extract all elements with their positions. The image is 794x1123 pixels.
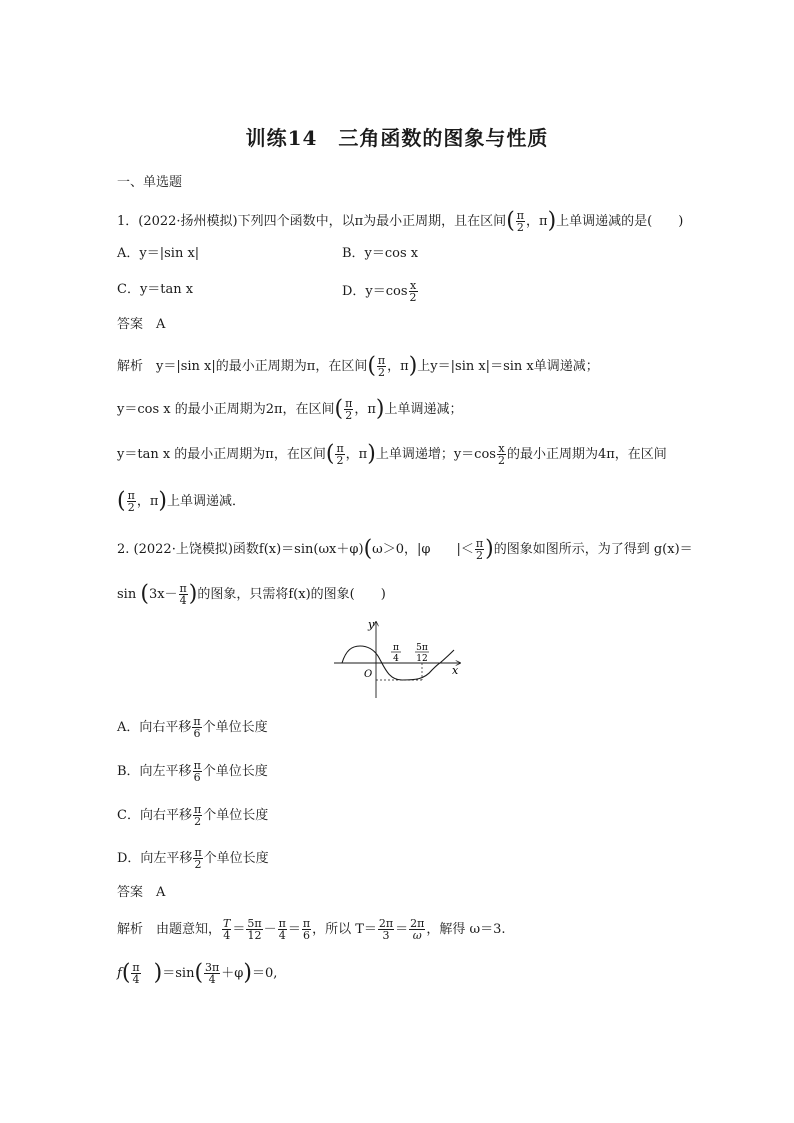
y-axis-label: y (368, 618, 375, 631)
q2-stem-line2: sin (3x－ $\frac{\pi}{4}$ )的图象，只需将f(x)的图象( ) (117, 581, 386, 607)
fraction: $\frac{\pi}{2}$ (194, 846, 202, 871)
q1-explanation-line3: y＝tan x 的最小正周期为π，在区间( $\frac{\pi}{2}$ ，π)上单调递增；y＝cos $\frac{x}{2}$ 的最小正周期为4π，在区间 (117, 441, 667, 467)
fraction: $\frac{5\pi}{12}$ (247, 917, 262, 942)
q1-explanation-line1: 解析 y＝|sin x|的最小正周期为π，在区间( $\frac{\pi}{2}$ ，π)上y＝|sin x|＝sin x单调递减； (117, 353, 599, 379)
q2-answer: 答案 A (117, 885, 166, 900)
section-heading: 一、单选题 (117, 175, 183, 190)
fraction: $\frac{2\pi}{3}$ (378, 917, 394, 942)
fraction: $\frac{\pi}{2}$ (475, 537, 484, 562)
x-axis-label: x (452, 664, 459, 677)
origin-label: O (364, 669, 373, 680)
q1-option-b: B．y＝cos x (342, 246, 419, 261)
function-graph (330, 616, 466, 700)
fraction: $\frac{x}{2}$ (409, 279, 417, 304)
tick-5pi-12-num: 5π (416, 643, 428, 653)
fraction: $\frac{x}{2}$ (497, 442, 505, 467)
tick-pi-4-den: 4 (393, 654, 399, 664)
fraction: $\frac{\pi}{6}$ (193, 715, 201, 740)
fraction: $\frac{\pi}{4}$ (278, 917, 286, 942)
fraction: $\frac{\pi}{2}$ (193, 803, 202, 828)
fraction: $\frac{\pi}{2}$ (345, 397, 353, 422)
q2-option-a: A．向右平移 $\frac{\pi}{6}$ 个单位长度 (117, 715, 268, 740)
q1-option-a: A．y＝|sin x| (117, 246, 200, 261)
fraction: $\frac{\pi}{4}$ (132, 961, 140, 986)
q1-option-d: D．y＝cos $\frac{x}{2}$ (342, 279, 417, 304)
q1-stem: 1．(2022·扬州模拟)下列四个函数中，以π为最小正周期，且在区间( $\frac{\pi}{2}$ ，π)上单调递减的是( ) (117, 208, 684, 234)
fraction: $\frac{2\pi}{\omega}$ (410, 917, 425, 942)
q2-option-d: D．向左平移 $\frac{\pi}{2}$ 个单位长度 (117, 846, 269, 871)
fraction: $\frac{\pi}{6}$ (193, 759, 201, 784)
q2-option-c: C．向右平移 $\frac{\pi}{2}$ 个单位长度 (117, 803, 269, 828)
q1-answer: 答案 A (117, 317, 166, 332)
q2-explanation-line2: f( $\frac{\pi}{4}$ )＝sin( $\frac{3\pi}{4}$ ＋φ)＝0, (117, 960, 278, 986)
fraction: $\frac{3\pi}{4}$ (205, 961, 220, 986)
fraction: $\frac{\pi}{2}$ (127, 489, 135, 514)
q1-explanation-line4: ( $\frac{\pi}{2}$ ，π)上单调递减． (117, 488, 245, 514)
fraction: $\frac{\pi}{4}$ (179, 582, 187, 607)
fraction: $\frac{\pi}{2}$ (516, 209, 525, 234)
page-title: 训练14 三角函数的图象与性质 (245, 126, 549, 150)
fraction: $\frac{\pi}{2}$ (336, 442, 344, 467)
fraction: $\frac{\pi}{6}$ (302, 917, 311, 942)
sine-curve-tail (440, 650, 454, 663)
fraction: $\frac{T}{4}$ (223, 917, 231, 942)
q1-option-c: C．y＝tan x (117, 282, 194, 297)
q1-explanation-line2: y＝cos x 的最小正周期为2π，在区间( $\frac{\pi}{2}$ ，π)上单调递减； (117, 396, 463, 422)
tick-5pi-12-den: 12 (416, 654, 428, 664)
q2-explanation-line1: 解析 由题意知， $\frac{T}{4}$ ＝ $\frac{5\pi}{12}$ － $\frac{\pi}{4}$ ＝ $\frac{\pi}{6}$ ，所以 T＝ $\frac{2\pi}{3}$ ＝ $\frac{2\pi}{\omega}$ ，解得 ω＝3. (117, 917, 506, 942)
fraction: $\frac{\pi}{2}$ (377, 354, 386, 379)
q2-stem-line1: 2. (2022·上饶模拟)函数f(x)＝sin(ωx＋φ)(ω＞0，|φ |＜ $\frac{\pi}{2}$ )的图象如图所示，为了得到 g(x)＝ (117, 536, 693, 562)
tick-pi-4-num: π (393, 643, 399, 653)
q2-option-b: B．向左平移 $\frac{\pi}{6}$ 个单位长度 (117, 759, 268, 784)
